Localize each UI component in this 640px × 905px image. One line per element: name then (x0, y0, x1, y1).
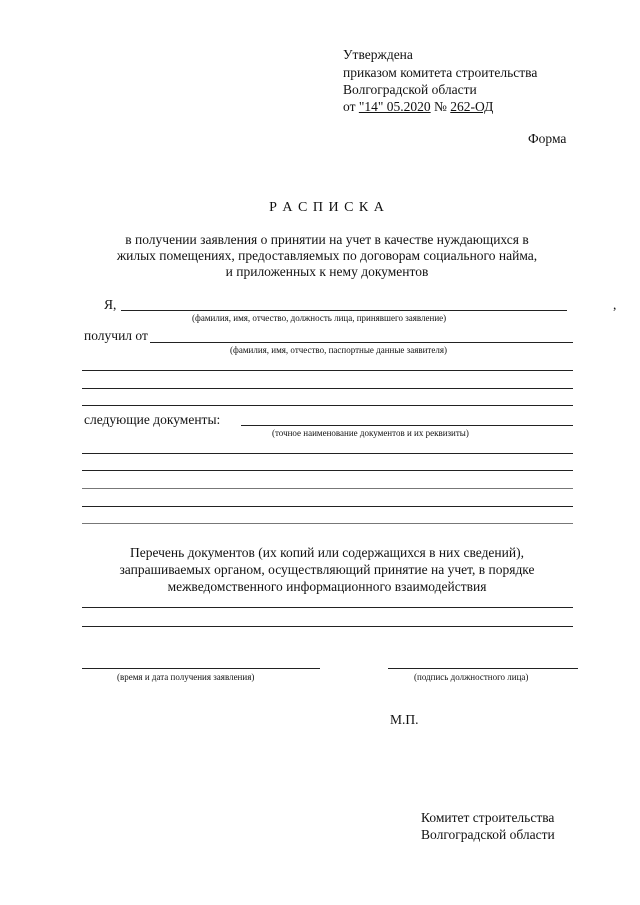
i-name-line (121, 310, 567, 311)
received-line-3 (82, 388, 573, 389)
received-hint: (фамилия, имя, отчество, паспортные данные заявителя) (230, 345, 447, 355)
subtitle-line-2: жилых помещениях, предоставляемых по договорам социального найма, (116, 248, 538, 263)
documents-line (241, 425, 573, 426)
order-number: 262-ОД (450, 99, 494, 114)
i-name-hint: (фамилия, имя, отчество, должность лица, принявшего заявление) (192, 313, 447, 323)
i-comma: , (613, 297, 617, 312)
approval-region: Волгоградской области (343, 82, 477, 97)
footer-line-2: Волгоградской области (421, 827, 555, 842)
time-hint: (время и дата получения заявления) (117, 672, 255, 682)
time-line (82, 668, 320, 669)
documents-line-2 (82, 453, 573, 454)
documents-line-3 (82, 470, 573, 471)
requested-line-a (82, 607, 573, 608)
requested-line-1: Перечень документов (их копий или содержащихся в них сведений), (130, 545, 524, 560)
documents-label: следующие документы: (84, 412, 221, 427)
requested-line-2: запрашиваемых органом, осуществляющий принятие на учет, в порядке (119, 562, 535, 577)
documents-line-5 (82, 506, 573, 507)
footer-line-1: Комитет строительства (421, 810, 555, 825)
approval-label: Утверждена (343, 47, 413, 62)
subtitle-line-3: и приложенных к нему документов (225, 264, 429, 279)
form-label: Форма (528, 131, 567, 146)
documents-line-6 (82, 523, 573, 524)
stamp-place: М.П. (390, 712, 419, 727)
order-prefix: от (343, 99, 359, 114)
sign-line (388, 668, 578, 669)
order-date: "14" 05.2020 (358, 99, 431, 114)
sign-hint: (подпись должностного лица) (414, 672, 529, 682)
documents-hint: (точное наименование документов и их реквизиты) (272, 428, 469, 438)
document-title: Р А С П И С К А (269, 200, 385, 215)
documents-line-4 (82, 488, 573, 489)
received-line (150, 342, 573, 343)
received-line-2 (82, 370, 573, 371)
subtitle-line-1: в получении заявления о принятии на учет в качестве нуждающихся в (125, 232, 529, 247)
received-label: получил от (84, 328, 148, 343)
approval-authority: приказом комитета строительства (343, 65, 538, 80)
order-number-sign: № (430, 99, 451, 114)
requested-line-b (82, 626, 573, 627)
requested-line-3: межведомственного информационного взаимодействия (167, 579, 487, 594)
i-label: Я, (104, 297, 117, 312)
approval-order (343, 98, 493, 115)
received-line-4 (82, 405, 573, 406)
